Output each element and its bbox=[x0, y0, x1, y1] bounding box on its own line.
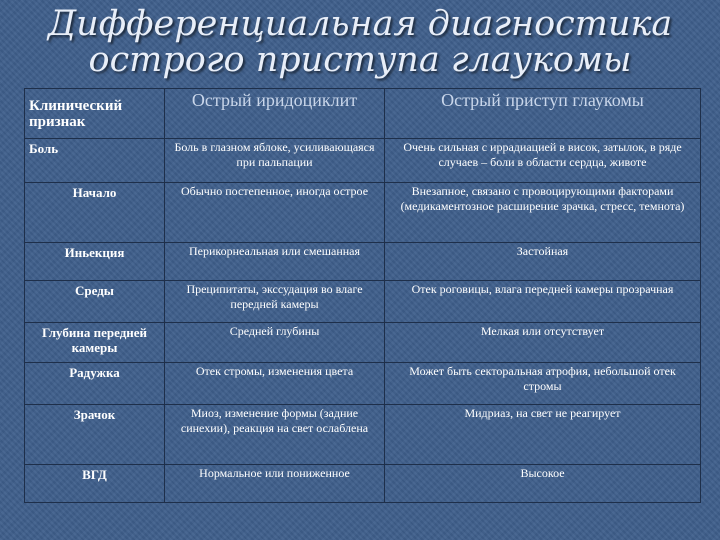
table-row bbox=[25, 323, 701, 363]
table-row bbox=[25, 139, 701, 183]
header-clinical-sign: Клинический признак bbox=[25, 89, 165, 139]
row-iridocyclitis-value: Боль в глазном яблоке, усиливающаяся при пальпации bbox=[165, 139, 385, 183]
row-glaucoma-value: Может быть секторальная атрофия, небольшой отек стромы bbox=[385, 363, 701, 405]
slide-title-line-2: острого приступа глаукомы bbox=[88, 40, 632, 80]
row-iridocyclitis-value: Обычно постепенное, иногда острое bbox=[165, 183, 385, 243]
row-sign: ВГД bbox=[25, 465, 165, 503]
row-glaucoma-value: Застойная bbox=[385, 243, 701, 281]
header-iridocyclitis: Острый иридоциклит bbox=[165, 89, 385, 139]
header-glaucoma: Острый приступ глаукомы bbox=[385, 89, 701, 139]
row-sign: Начало bbox=[25, 183, 165, 243]
row-sign: Глубина передней камеры bbox=[25, 323, 165, 363]
table-row bbox=[25, 405, 701, 465]
row-glaucoma-value: Очень сильная с иррадиацией в висок, затылок, в ряде случаев – боли в области сердца, животе bbox=[385, 139, 701, 183]
table-row bbox=[25, 183, 701, 243]
row-sign: Среды bbox=[25, 281, 165, 323]
row-glaucoma-value: Внезапное, связано с провоцирующими факторами (медикаментозное расширение зрачка, стресс, темнота) bbox=[385, 183, 701, 243]
table-row bbox=[25, 363, 701, 405]
diagnosis-table bbox=[24, 88, 701, 503]
row-sign: Зрачок bbox=[25, 405, 165, 465]
row-glaucoma-value: Мелкая или отсутствует bbox=[385, 323, 701, 363]
row-sign: Радужка bbox=[25, 363, 165, 405]
row-iridocyclitis-value: Средней глубины bbox=[165, 323, 385, 363]
row-iridocyclitis-value: Отек стромы, изменения цвета bbox=[165, 363, 385, 405]
row-sign: Иньекция bbox=[25, 243, 165, 281]
table-header-row bbox=[25, 89, 701, 139]
row-sign: Боль bbox=[25, 139, 165, 183]
table-row bbox=[25, 281, 701, 323]
row-glaucoma-value: Высокое bbox=[385, 465, 701, 503]
slide-title bbox=[0, 6, 720, 78]
row-iridocyclitis-value: Перикорнеальная или смешанная bbox=[165, 243, 385, 281]
row-iridocyclitis-value: Нормальное или пониженное bbox=[165, 465, 385, 503]
slide-title-line-1: Дифференциальная диагностика bbox=[47, 4, 673, 44]
row-iridocyclitis-value: Преципитаты, экссудация во влаге передней камеры bbox=[165, 281, 385, 323]
table-row bbox=[25, 243, 701, 281]
row-iridocyclitis-value: Миоз, изменение формы (задние синехии), реакция на свет ослаблена bbox=[165, 405, 385, 465]
table-row bbox=[25, 465, 701, 503]
row-glaucoma-value: Отек роговицы, влага передней камеры прозрачная bbox=[385, 281, 701, 323]
row-glaucoma-value: Мидриаз, на свет не реагирует bbox=[385, 405, 701, 465]
